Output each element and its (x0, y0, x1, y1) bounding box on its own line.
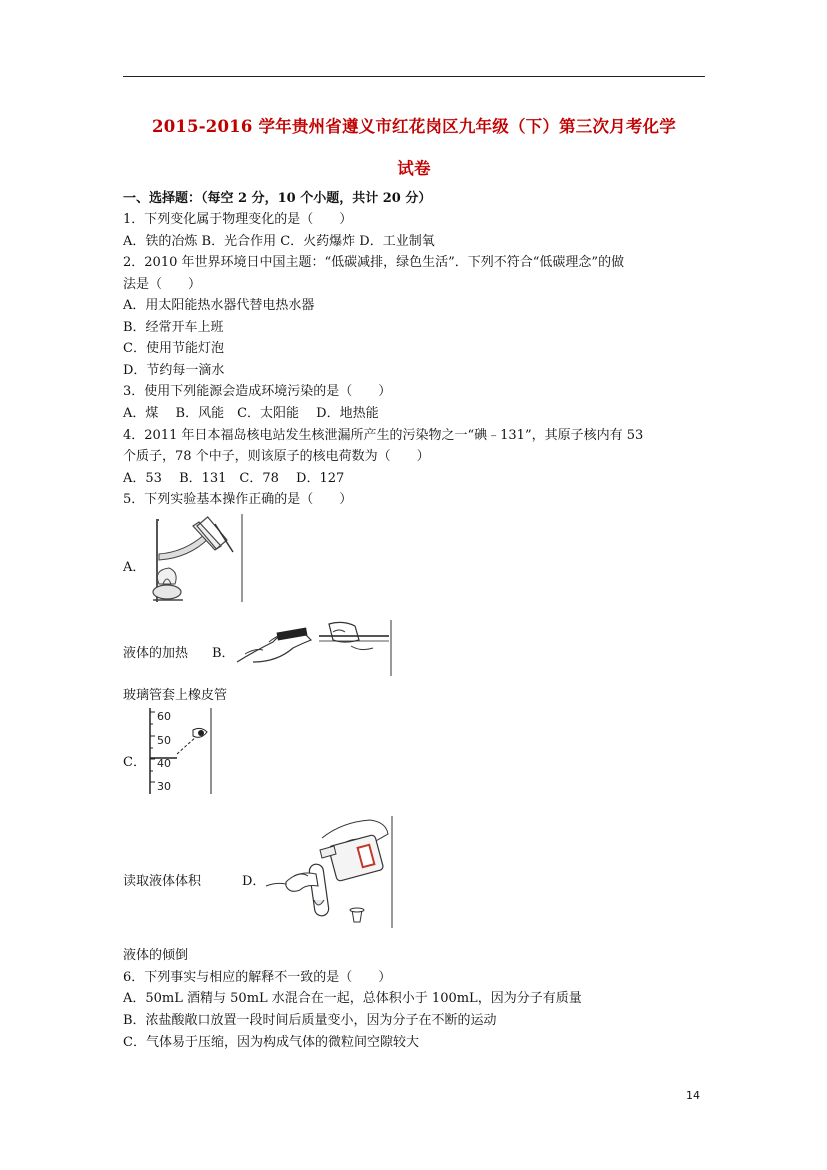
q2-option-a: A．用太阳能热水器代替电热水器 (123, 298, 315, 313)
q1-stem: 1．下列变化属于物理变化的是（ ） (123, 212, 353, 227)
page-title: 2015-2016 学年贵州省遵义市红花岗区九年级（下）第三次月考化学 (152, 117, 676, 136)
pouring-liquid-illustration (262, 814, 394, 930)
header-rule (123, 76, 705, 77)
heating-liquid-illustration (145, 512, 245, 604)
q5-option-b-caption: 玻璃管套上橡皮管 (123, 688, 228, 703)
q6-option-c: C．气体易于压缩，因为构成气体的微粒间空隙较大 (123, 1035, 419, 1050)
q5-option-b-label: B． (212, 646, 235, 661)
q2-stem: 2．2010 年世界环境日中国主题：“低碳减排，绿色生活”．下列不符合“低碳理念”的做 (123, 255, 625, 270)
q4-stem: 4．2011 年日本福岛核电站发生核泄漏所产生的污染物之一“碘﹣131”，其原子核内有 53 (123, 428, 644, 443)
cylinder-tick-40: 40 (157, 757, 171, 770)
q6-option-b: B．浓盐酸敞口放置一段时间后质量变小，因为分子在不断的运动 (123, 1013, 497, 1028)
q3-options: A．煤 B．风能 C．太阳能 D．地热能 (123, 406, 379, 421)
q1-options: A．铁的冶炼 B．光合作用 C．火药爆炸 D．工业制氧 (123, 234, 435, 249)
q3-stem: 3．使用下列能源会造成环境污染的是（ ） (123, 384, 392, 399)
cylinder-tick-30: 30 (157, 780, 171, 793)
q5-option-d-label: D． (242, 874, 266, 889)
q5-option-c-caption: 读取液体体积 (123, 874, 202, 889)
q2-stem-continued: 法是（ ） (123, 277, 202, 292)
q5-stem: 5．下列实验基本操作正确的是（ ） (123, 492, 353, 507)
page-title-continued: 试卷 (397, 159, 431, 178)
cylinder-tick-60: 60 (157, 710, 171, 723)
q5-option-d-caption: 液体的倾倒 (123, 948, 189, 963)
q5-option-c-label: C． (123, 755, 146, 770)
q2-option-c: C．使用节能灯泡 (123, 341, 224, 356)
q5-option-a-label: A． (123, 560, 146, 575)
q6-stem: 6．下列事实与相应的解释不一致的是（ ） (123, 970, 392, 985)
glass-tube-illustration (233, 618, 393, 678)
graduated-cylinder-illustration (147, 706, 215, 796)
q2-option-b: B．经常开车上班 (123, 320, 224, 335)
q2-option-d: D．节约每一滴水 (123, 363, 225, 378)
q5-option-a-caption: 液体的加热 (123, 646, 189, 661)
q6-option-a: A．50mL 酒精与 50mL 水混合在一起，总体积小于 100mL，因为分子有质量 (123, 991, 582, 1006)
page-number: 14 (686, 1089, 700, 1102)
section-heading: 一、选择题：（每空 2 分，10 个小题，共计 20 分） (123, 191, 432, 206)
cylinder-tick-50: 50 (157, 734, 171, 747)
q4-options: A．53 B．131 C．78 D．127 (123, 471, 345, 486)
q4-stem-continued: 个质子，78 个中子，则该原子的核电荷数为（ ） (123, 449, 430, 464)
